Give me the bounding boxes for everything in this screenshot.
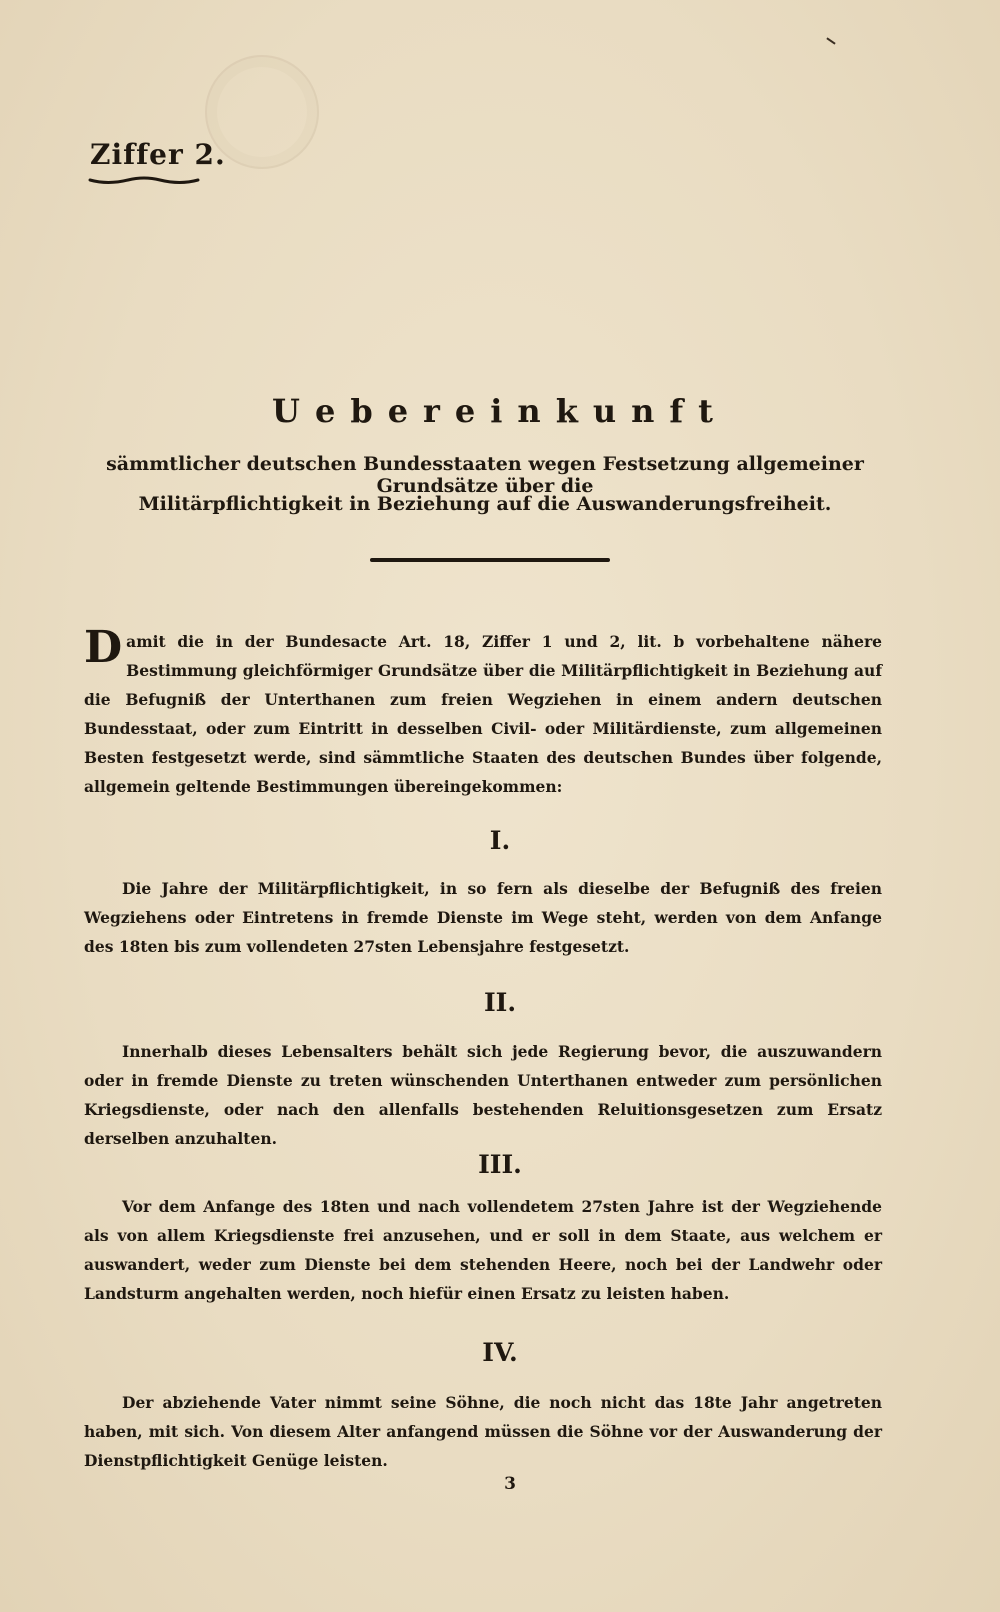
document-subtitle-line-2: Militärpflichtigkeit in Beziehung auf die Auswanderungsfreiheit. [138,493,832,515]
intro-text: amit die in der Bundesacte Art. 18, Ziffer 1 und 2, lit. b vorbehaltene nähere Bestimmung gleichförmiger Grundsätze über die Militärpflichtigkeit in Beziehung auf die Befugniß der Unterthanen zum freien Wegziehen in einem andern deutschen Bundesstaat, oder zum Eintritt in desselben Civil- oder Militärdienste, zum allgemeinen Besten festgesetzt werde, sind sämmtliche Staaten des deutschen Bundes über folgende, allgemein geltende Bestimmungen übereingekommen: [84,632,882,796]
page-number: 3 [504,1474,516,1494]
article-paragraph [84,1037,882,1153]
article-numeral: IV. [482,1338,518,1367]
article-text: Die Jahre der Militärpflichtigkeit, in so fern als dieselbe der Befugniß des freien Wegziehens oder Eintretens in fremde Dienste im Wege steht, werden von dem Anfange des 18ten bis zum vollendeten 27sten Lebensjahre festgesetzt. [84,879,882,956]
article-paragraph [84,1388,882,1475]
section-label: Ziffer 2. [90,138,226,171]
drop-cap: D [84,622,123,673]
article-numeral: III. [478,1150,522,1179]
decorative-flourish [88,174,200,188]
article-paragraph [84,874,882,961]
article-numeral: II. [483,988,517,1017]
article-text: Der abziehende Vater nimmt seine Söhne, die noch nicht das 18te Jahr angetreten haben, mit sich. Von diesem Alter anfangend müssen die Söhne vor der Auswanderung der Dienstpflichtigkeit Genüge leisten. [84,1393,882,1470]
ink-mark [826,37,835,44]
intro-paragraph [84,622,882,801]
title-divider [370,558,610,562]
article-paragraph [84,1192,882,1308]
article-text: Innerhalb dieses Lebensalters behält sich jede Regierung bevor, die auszuwandern oder in fremde Dienste zu treten wünschenden Unterthanen entweder zum persönlichen Kriegsdienste, oder nach den allenfalls bestehenden Reluitionsgesetzen zum Ersatz derselben anzuhalten. [84,1042,882,1148]
article-numeral: I. [489,826,511,855]
article-text: Vor dem Anfange des 18ten und nach vollendetem 27sten Jahre ist der Wegziehende als von allem Kriegsdienste frei anzusehen, und er soll in dem Staate, aus welchem er auswandert, weder zum Dienste bei dem stehenden Heere, noch bei der Landwehr oder Landsturm angehalten werden, noch hiefür einen Ersatz zu leisten haben. [84,1197,882,1303]
document-title: Uebereinkunft [272,392,728,430]
document-subtitle-line-1: sämmtlicher deutschen Bundesstaaten wegen Festsetzung allgemeiner Grundsätze über die [106,453,864,497]
